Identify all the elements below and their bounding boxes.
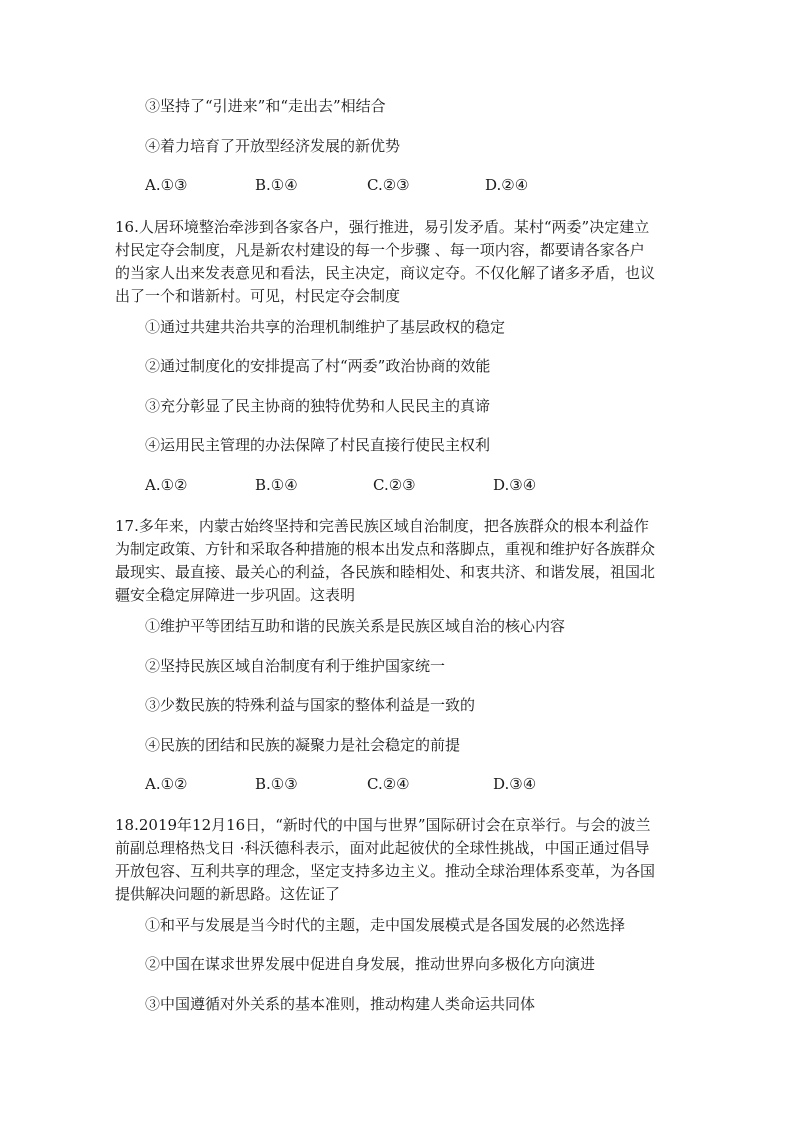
q17-choice-a[interactable]: A.①②	[145, 775, 188, 793]
q15-choice-a[interactable]: A.①③	[145, 176, 188, 194]
q17-option-3: ③少数民族的特殊利益与国家的整体利益是一致的	[145, 696, 476, 714]
q18-option-2: ②中国在谋求世界发展中促进自身发展，推动世界向多极化方向演进	[145, 955, 596, 973]
q16-choice-b[interactable]: B.①④	[255, 476, 298, 494]
q16-option-2: ②通过制度化的安排提高了村“两委”政治协商的效能	[145, 357, 491, 375]
q17-option-4: ④民族的团结和民族的凝聚力是社会稳定的前提	[145, 736, 461, 754]
q18-option-1: ①和平与发展是当今时代的主题，走中国发展模式是各国发展的必然选择	[145, 916, 626, 934]
q15-choice-b[interactable]: B.①④	[255, 176, 298, 194]
q15-choice-d[interactable]: D.②④	[485, 176, 529, 194]
q17-answer-choices	[145, 774, 536, 794]
q16-stem: 16.人居环境整治牵涉到各家各户，强行推进，易引发矛盾。某村“两委”决定建立村民定夺会制度，凡是新农村建设的每一个步骤 、每一项内容，都要请各家各户的当家人出来发表意见和看法，民主决定，商议定夺。不仅化解了诸多矛盾，也议出了一个和谐新村。可见，村民定夺会制度	[115, 218, 656, 305]
q17-choice-c[interactable]: C.②④	[367, 775, 410, 793]
q16-choice-d[interactable]: D.③④	[493, 476, 537, 494]
q16-option-3: ③充分彰显了民主协商的独特优势和人民民主的真谛	[145, 397, 491, 415]
q16-choice-a[interactable]: A.①②	[145, 476, 188, 494]
q15-choice-c[interactable]: C.②③	[367, 176, 410, 194]
q15-option-3: ③坚持了“引进来”和“走出去”相结合	[145, 97, 386, 115]
q16-option-1: ①通过共建共治共享的治理机制维护了基层政权的稳定	[145, 318, 506, 336]
q15-answer-choices	[145, 175, 528, 195]
q18-stem: 18.2019年12月16日，“新时代的中国与世界”国际研讨会在京举行。与会的波兰前副总理格热戈日 ·科沃德科表示，面对此起彼伏的全球性挑战，中国正通过倡导开放包容、互利共享的理念，坚定支持多边主义。推动全球治理体系变革，为各国提供解决问题的新思路。这佐证了	[115, 816, 656, 903]
q17-option-2: ②坚持民族区域自治制度有利于维护国家统一	[145, 657, 446, 675]
q16-option-4: ④运用民主管理的办法保障了村民直接行使民主权利	[145, 436, 491, 454]
q17-choice-d[interactable]: D.③④	[493, 775, 537, 793]
q18-option-3: ③中国遵循对外关系的基本准则，推动构建人类命运共同体	[145, 995, 536, 1013]
q16-choice-c[interactable]: C.②③	[373, 476, 416, 494]
q17-choice-b[interactable]: B.①③	[255, 775, 298, 793]
q16-answer-choices	[145, 475, 536, 495]
q17-stem: 17.多年来，内蒙古始终坚持和完善民族区域自治制度，把各族群众的根本利益作为制定政策、方针和采取各种措施的根本出发点和落脚点，重视和维护好各族群众最现实、最直接、最关心的利益，各民族和睦相处、和衷共济、和谐发展，祖国北疆安全稳定屏障进一步巩固。这表明	[115, 517, 656, 604]
q15-option-4: ④着力培育了开放型经济发展的新优势	[145, 137, 401, 155]
q17-option-1: ①维护平等团结互助和谐的民族关系是民族区域自治的核心内容	[145, 617, 566, 635]
